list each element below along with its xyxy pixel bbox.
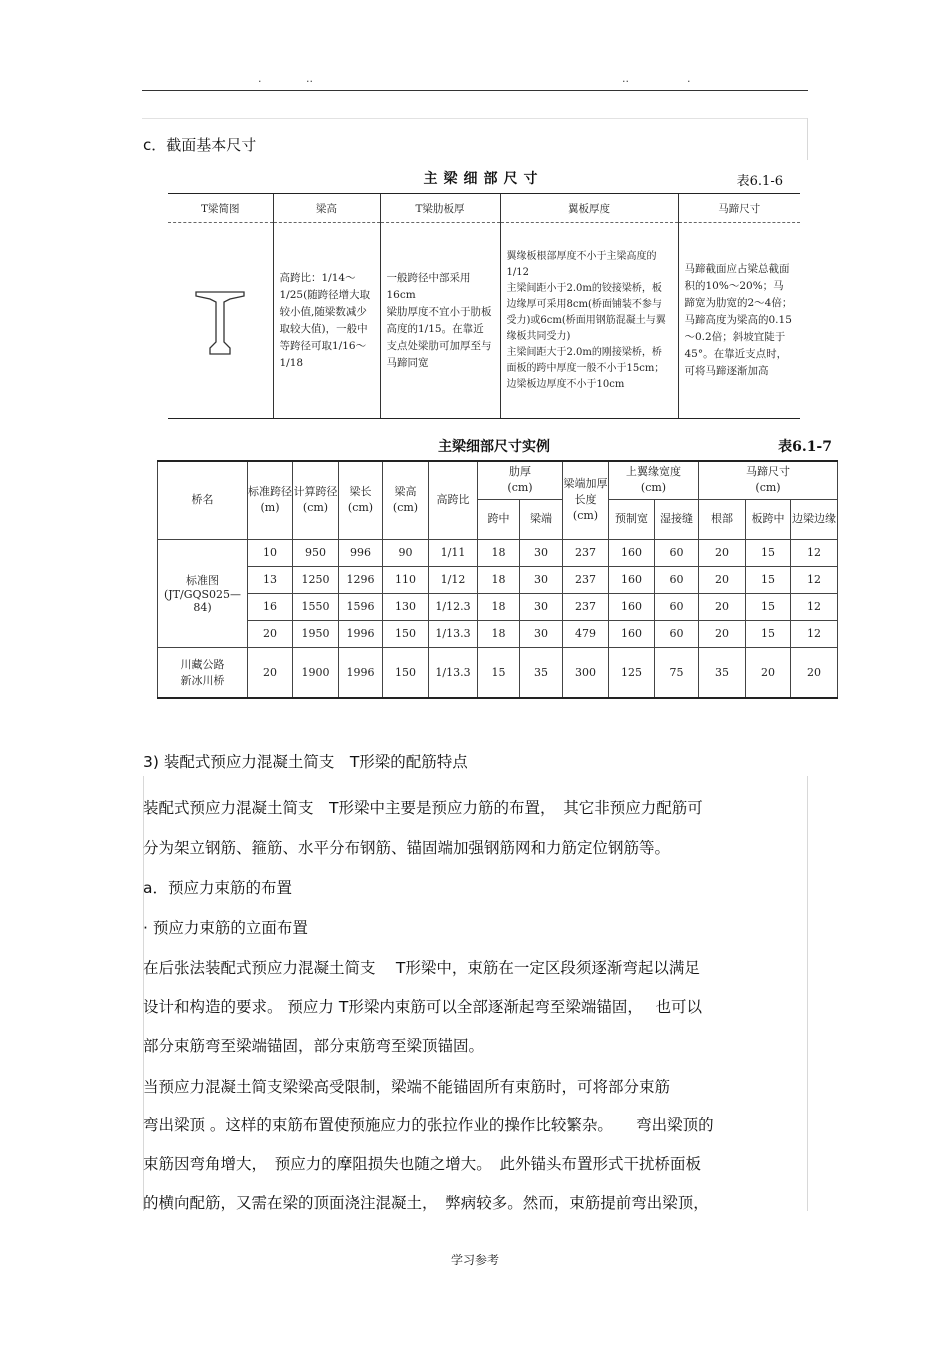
subheading-a: a．预应力束筋的布置 (143, 879, 292, 897)
table-6-1-7 (143, 433, 850, 726)
cell: 20 (699, 620, 746, 647)
column-header: 梁高 (273, 194, 380, 223)
col-bulb-edge: 边梁边缘 (791, 499, 838, 539)
column-header: T梁简图 (168, 194, 273, 223)
cell: 60 (655, 539, 699, 566)
col-web-mid: 跨中 (478, 499, 520, 539)
cell: 12 (791, 566, 838, 593)
cell: 12 (791, 539, 838, 566)
column-header: 马蹄尺寸 (678, 194, 800, 223)
paragraph-line: 弯出梁顶 。这样的束筋布置使预施应力的张拉作业的操作比较繁杂。 弯出梁顶的 (143, 1116, 714, 1134)
cell: 15 (746, 593, 791, 620)
cell: 950 (293, 539, 339, 566)
cell: 15 (478, 647, 520, 698)
header-mark: .. (622, 72, 629, 85)
cell: 18 (478, 539, 520, 566)
table-title: 主梁细部尺寸实例 (438, 439, 550, 455)
page-footer: 学习参考 (450, 1253, 499, 1267)
frame-right-line (807, 118, 808, 160)
column-header: 翼板厚度 (500, 194, 678, 223)
paragraph-line: 当预应力混凝土简支梁梁高受限制，梁端不能锚固所有束筋时，可将部分束筋 (143, 1078, 671, 1096)
header-mark: .. (306, 72, 313, 85)
cell: 20 (248, 647, 293, 698)
cell: 20 (699, 593, 746, 620)
cell: 237 (563, 539, 609, 566)
column-header: T梁肋板厚 (380, 194, 500, 223)
detail-size-table (168, 193, 800, 419)
table-row (158, 620, 838, 647)
cell: 60 (655, 620, 699, 647)
cell: 90 (383, 539, 429, 566)
paragraph-line: 装配式预应力混凝土简支 T形梁中主要是预应力筋的布置， 其它非预应力配筋可 (143, 799, 703, 817)
cell: 160 (609, 539, 655, 566)
flange-thickness-cell: 翼缘板根部厚度不小于主梁高度的1/12 主梁间距小于2.0m的铰接梁桥，板边缘厚可采用8cm(桥面铺装不参与受力)或6cm(桥面用钢筋混凝土与翼缘板共同受力) 主梁间距大于2.0m的刚接梁桥，桥面板的跨中厚度一般不小于15cm；边梁板边厚度不小于10cm (500, 223, 678, 419)
cell: 1/11 (429, 539, 478, 566)
cell: 1900 (293, 647, 339, 698)
cell: 13 (248, 566, 293, 593)
cell: 30 (520, 539, 563, 566)
cell: 1/13.3 (429, 647, 478, 698)
col-bulb-mid: 板跨中 (746, 499, 791, 539)
cell: 150 (383, 647, 429, 698)
cell: 160 (609, 620, 655, 647)
cell: 237 (563, 566, 609, 593)
header-mark: . (687, 72, 691, 85)
cell: 479 (563, 620, 609, 647)
cell: 16 (248, 593, 293, 620)
cell: 1596 (339, 593, 383, 620)
table-row (158, 566, 838, 593)
cell: 20 (746, 647, 791, 698)
header-rule (142, 90, 808, 91)
col-flange-width: 上翼缘宽度 (cm) (609, 461, 699, 499)
table-row (158, 647, 838, 698)
col-flange-precast: 预制宽 (609, 499, 655, 539)
cell: 35 (699, 647, 746, 698)
cell: 1996 (339, 620, 383, 647)
cell: 20 (699, 566, 746, 593)
cell: 1996 (339, 647, 383, 698)
paragraph-line: 在后张法装配式预应力混凝土简支 T形梁中，束筋在一定区段须逐渐弯起以满足 (143, 959, 700, 977)
paragraph-line: 束筋因弯角增大， 预应力的摩阻损失也随之增大。 此外锚头布置形式干扰桥面板 (143, 1155, 702, 1173)
cell: 20 (248, 620, 293, 647)
t-beam-diagram-cell (168, 223, 273, 419)
cell: 35 (520, 647, 563, 698)
cell: 1250 (293, 566, 339, 593)
cell: 996 (339, 539, 383, 566)
col-flange-wet-joint: 湿接缝 (655, 499, 699, 539)
body-text (143, 750, 808, 1210)
cell: 1550 (293, 593, 339, 620)
cell: 160 (609, 566, 655, 593)
cell: 75 (655, 647, 699, 698)
cell: 18 (478, 620, 520, 647)
col-bulb-size: 马蹄尺寸 (cm) (699, 461, 838, 499)
cell: 15 (746, 620, 791, 647)
table-number: 表6.1-7 (778, 439, 832, 455)
table-title: 主梁细部尺寸 (423, 171, 544, 187)
cell: 125 (609, 647, 655, 698)
t-beam-section-diagram (190, 278, 250, 358)
cell: 160 (609, 593, 655, 620)
cell: 18 (478, 566, 520, 593)
bridge-name-cell: 标准图 (JT/GQS025—84) (158, 539, 248, 647)
cell: 1/12 (429, 566, 478, 593)
table-number: 表6.1-6 (736, 174, 783, 189)
cell: 1950 (293, 620, 339, 647)
section-heading-c: c．截面基本尺寸 (143, 136, 257, 154)
cell: 1/12.3 (429, 593, 478, 620)
cell: 1/13.3 (429, 620, 478, 647)
cell: 30 (520, 566, 563, 593)
cell: 300 (563, 647, 609, 698)
cell: 15 (746, 566, 791, 593)
col-end-thickened-length: 梁端加厚长度 (cm) (563, 461, 609, 539)
beam-height-cell: 高跨比：1/14～1/25(随跨径增大取较小值,随梁数减少取较大值)，一般中等跨径可取1/16～1/18 (273, 223, 380, 419)
cell: 12 (791, 620, 838, 647)
cell: 10 (248, 539, 293, 566)
table-row (158, 539, 838, 566)
cell: 18 (478, 593, 520, 620)
bridge-name-cell: 川藏公路 新冰川桥 (158, 647, 248, 698)
col-bridge-name: 桥名 (158, 461, 248, 539)
cell: 30 (520, 593, 563, 620)
section-heading-3: 3) 装配式预应力混凝土简支 T形梁的配筋特点 (143, 753, 468, 771)
cell: 130 (383, 593, 429, 620)
frame-top-line (142, 118, 808, 119)
paragraph-line: 分为架立钢筋、箍筋、水平分布钢筋、锚固端加强钢筋网和力筋定位钢筋等。 (143, 839, 671, 857)
cell: 12 (791, 593, 838, 620)
col-web-thickness: 肋厚 (cm) (478, 461, 563, 499)
paragraph-line: 部分束筋弯至梁端锚固，部分束筋弯至梁顶锚固。 (143, 1037, 485, 1055)
col-beam-length: 梁长 (cm) (339, 461, 383, 539)
col-beam-height: 梁高 (cm) (383, 461, 429, 539)
cell: 30 (520, 620, 563, 647)
bulb-size-cell: 马蹄截面应占梁总截面积的10%～20%；马蹄宽为肋宽的2～4倍；马蹄高度为梁高的0.15～0.2倍；斜坡宜陡于45°。在靠近支点时，可将马蹄逐渐加高 (678, 223, 800, 419)
cell: 150 (383, 620, 429, 647)
cell: 60 (655, 566, 699, 593)
col-calc-span: 计算跨径 (cm) (293, 461, 339, 539)
table-row (158, 593, 838, 620)
col-height-span-ratio: 高跨比 (429, 461, 478, 539)
paragraph-line: 的横向配筋，又需在梁的顶面浇注混凝土， 弊病较多。然而，束筋提前弯出梁顶， (143, 1194, 709, 1212)
header-mark: . (258, 72, 262, 85)
detail-size-example-table (157, 460, 838, 699)
table-6-1-6 (142, 160, 825, 428)
col-standard-span: 标准跨径 (m) (248, 461, 293, 539)
cell: 110 (383, 566, 429, 593)
col-bulb-root: 根部 (699, 499, 746, 539)
cell: 1296 (339, 566, 383, 593)
bullet-heading: · 预应力束筋的立面布置 (143, 919, 308, 937)
cell: 20 (791, 647, 838, 698)
web-thickness-cell: 一般跨径中部采用16cm 梁肋厚度不宜小于肋板高度的1/15。在靠近支点处梁肋可加厚至与马蹄同宽 (380, 223, 500, 419)
col-web-end: 梁端 (520, 499, 563, 539)
header-marks (0, 72, 950, 88)
cell: 15 (746, 539, 791, 566)
cell: 60 (655, 593, 699, 620)
cell: 237 (563, 593, 609, 620)
paragraph-line: 设计和构造的要求。 预应力 T形梁内束筋可以全部逐渐起弯至梁端锚固， 也可以 (143, 998, 703, 1016)
cell: 20 (699, 539, 746, 566)
